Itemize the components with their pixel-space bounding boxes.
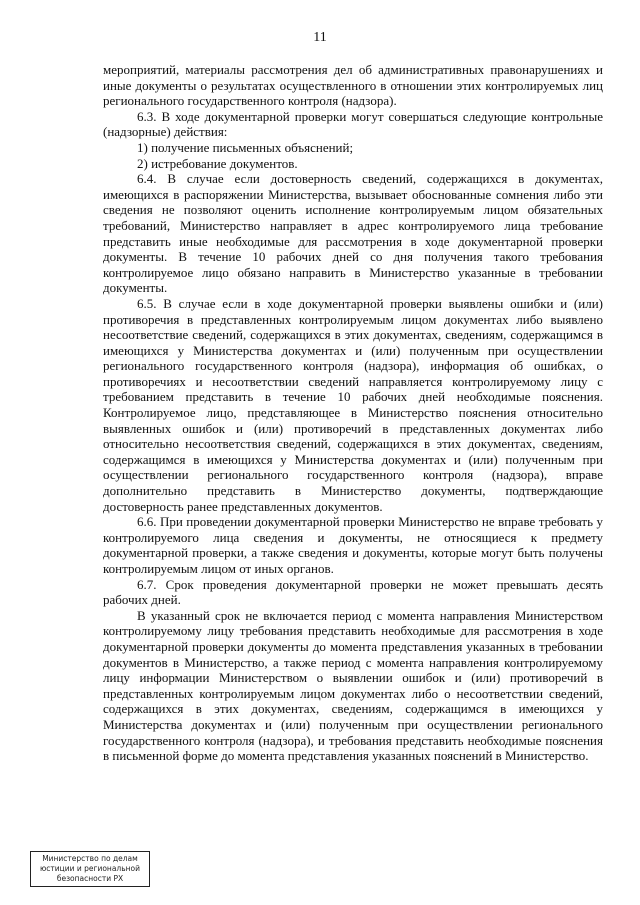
stamp-line-2: юстиции и региональной: [39, 864, 141, 873]
paragraph-period: В указанный срок не включается период с момента направления Министерством контролируемому лицу требования представить необходимые для рассмотрения в ходе документарной проверки документы до момента представления указанных в требовании документов в Министерство, а также период с момента направления контролируемому лицу информации Министерством о выявлении ошибок и (или) противоречий в представленных контролируемым лицом документах либо о несоответствии сведений, содержащихся в этих документах, сведениям, содержащимся в имеющихся у Министерства документах и (или) полученным при осуществлении регионального государственного контроля (надзора), и требования представить необходимые пояснения в письменной форме до момента представления указанных пояснений в Министерство.: [103, 607, 603, 764]
paragraph-6-3: 6.3. В ходе документарной проверки могут совершаться следующие контрольные (надзорные) действия:: [103, 108, 603, 140]
paragraph-6-7: 6.7. Срок проведения документарной проверки не может превышать десять рабочих дней.: [103, 576, 603, 608]
paragraph-6-5: 6.5. В случае если в ходе документарной проверки выявлены ошибки и (или) противоречия в представленных контролируемым лицом документах либо выявлено несоответствие сведений, содержащихся в этих документах, сведениям, содержащимся в имеющихся у Министерства документах и (или) полученным при осуществлении регионального государственного контроля (надзора), информация об ошибках, о противоречиях и несоответствии сведений направляется контролируемому лицу с требованием представить в течение 10 рабочих дней необходимые пояснения. Контролируемое лицо, представляющее в Министерство пояснения относительно выявленных ошибок и (или) противоречий в представленных документах либо относительно несоответствия сведений, содержащихся в этих документах, сведениям, содержащимся в имеющихся у Министерства документах и (или) полученным при осуществлении регионального государственного контроля (надзора), вправе дополнительно представить в Министерство документы, подтверждающие достоверность ранее представленных документов.: [103, 295, 603, 514]
paragraph-6-6: 6.6. При проведении документарной проверки Министерство не вправе требовать у контролируемого лица сведения и документы, не относящиеся к предмету документарной проверки, а также сведения и документы, которые могут быть получены контролируемым лицом от иных органов.: [103, 514, 603, 576]
stamp-line-3: безопасности РХ: [56, 874, 124, 883]
document-body: [103, 62, 603, 764]
registration-stamp: [30, 851, 150, 887]
paragraph-6-4: 6.4. В случае если достоверность сведений, содержащихся в документах, имеющихся в распоряжении Министерства, вызывает обоснованные сомнения либо эти сведения не позволяют оценить исполнение контролируемым лицом обязательных требований, Министерство направляет в адрес контролируемого лица требование представить иные необходимые для рассмотрения в ходе документарной проверки документы. В течение 10 рабочих дней со дня получения такого требования контролируемое лицо обязано направить в Министерство указанные в требовании документы.: [103, 171, 603, 296]
page-number: 11: [313, 30, 327, 45]
list-item-1: 1) получение письменных объяснений;: [137, 139, 354, 155]
paragraph-continuation: мероприятий, материалы рассмотрения дел об административных правонарушениях и иные документы о результатах осуществленного в отношении этих контролируемых лиц регионального государственного контроля (надзора).: [103, 62, 603, 109]
list-item-2: 2) истребование документов.: [137, 155, 298, 171]
stamp-line-1: Министерство по делам: [42, 854, 138, 863]
